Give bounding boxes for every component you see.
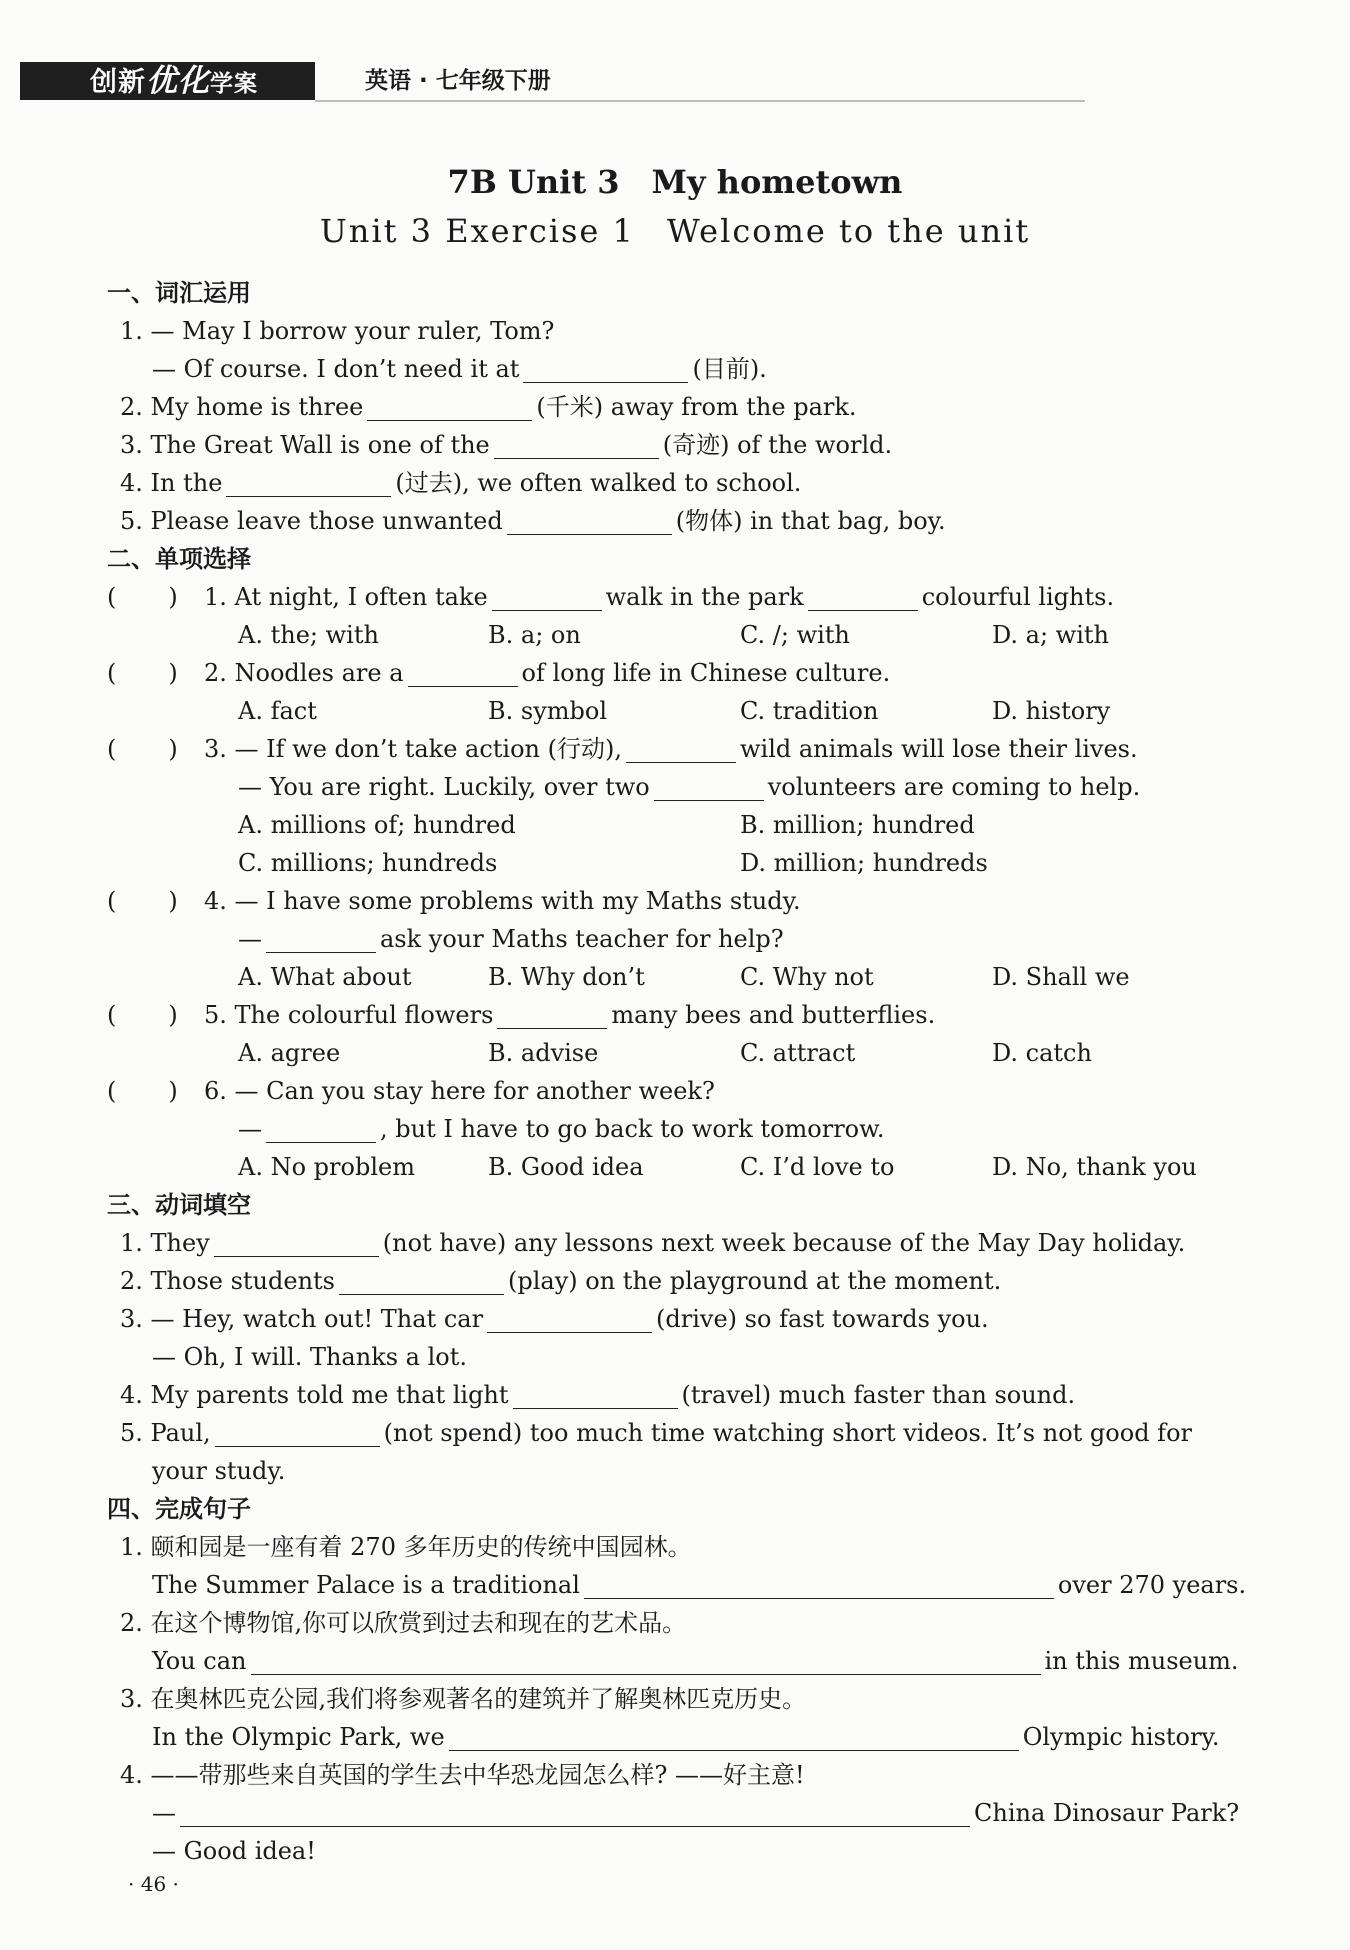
option-b[interactable]: B. million; hundred bbox=[740, 811, 975, 839]
brand-logo: 创新优化学案 bbox=[20, 62, 315, 100]
answer-blank[interactable] bbox=[266, 1120, 376, 1143]
answer-bracket[interactable]: ( ) bbox=[107, 1077, 178, 1105]
vocab-q2: 2. My home is three (千米) away from the park. bbox=[120, 393, 857, 421]
option-d[interactable]: D. million; hundreds bbox=[740, 849, 988, 877]
answer-bracket[interactable]: ( ) bbox=[107, 583, 178, 611]
sentence-q3-cn: 3. 在奥林匹克公园,我们将参观著名的建筑并了解奥林匹克历史。 bbox=[120, 1685, 807, 1713]
option-b[interactable]: B. Good idea bbox=[488, 1153, 644, 1181]
sentence-q4-reply: — Good idea! bbox=[152, 1837, 316, 1865]
answer-blank[interactable] bbox=[214, 1234, 379, 1257]
vocab-q1-line1: 1. — May I borrow your ruler, Tom? bbox=[120, 317, 555, 345]
sentence-q4-en: — China Dinosaur Park? bbox=[152, 1799, 1240, 1827]
option-d[interactable]: D. history bbox=[992, 697, 1111, 725]
verb-q3: 3. — Hey, watch out! That car (drive) so fast towards you. bbox=[120, 1305, 989, 1333]
answer-blank[interactable] bbox=[226, 474, 391, 497]
option-b[interactable]: B. advise bbox=[488, 1039, 599, 1067]
answer-blank[interactable] bbox=[449, 1728, 1019, 1751]
option-a[interactable]: A. What about bbox=[238, 963, 412, 991]
answer-blank[interactable] bbox=[654, 778, 764, 801]
choice-q4-line1: 4. — I have some problems with my Maths study. bbox=[204, 887, 801, 915]
answer-bracket[interactable]: ( ) bbox=[107, 887, 178, 915]
choice-q6-line2: — , but I have to go back to work tomorrow. bbox=[238, 1115, 885, 1143]
verb-q1: 1. They (not have) any lessons next week because of the May Day holiday. bbox=[120, 1229, 1186, 1257]
section-heading-vocabulary: 一、词汇运用 bbox=[107, 279, 251, 307]
header-rule bbox=[315, 100, 1085, 102]
option-d[interactable]: D. catch bbox=[992, 1039, 1092, 1067]
answer-blank[interactable] bbox=[180, 1804, 970, 1827]
option-d[interactable]: D. No, thank you bbox=[992, 1153, 1197, 1181]
option-c[interactable]: C. tradition bbox=[740, 697, 879, 725]
answer-blank[interactable] bbox=[492, 588, 602, 611]
answer-blank[interactable] bbox=[339, 1272, 504, 1295]
answer-blank[interactable] bbox=[513, 1386, 678, 1409]
subject-label: 英语 · 七年级下册 bbox=[365, 68, 551, 94]
vocab-q1-line2: — Of course. I don’t need it at (目前). bbox=[152, 355, 767, 383]
verb-q5-cont: your study. bbox=[152, 1457, 286, 1485]
sentence-q1-cn: 1. 颐和园是一座有着 270 多年历史的传统中国园林。 bbox=[120, 1533, 692, 1561]
page-number: · 46 · bbox=[128, 1872, 179, 1896]
verb-q5: 5. Paul, (not spend) too much time watching short videos. It’s not good for bbox=[120, 1419, 1192, 1447]
option-d[interactable]: D. a; with bbox=[992, 621, 1109, 649]
choice-q2: 2. Noodles are a of long life in Chinese culture. bbox=[204, 659, 891, 687]
choice-q4-line2: — ask your Maths teacher for help? bbox=[238, 925, 784, 953]
answer-blank[interactable] bbox=[408, 664, 518, 687]
exercise-title: Unit 3 Exercise 1 Welcome to the unit bbox=[319, 212, 1031, 250]
answer-blank[interactable] bbox=[808, 588, 918, 611]
option-a[interactable]: A. millions of; hundred bbox=[238, 811, 516, 839]
option-a[interactable]: A. the; with bbox=[238, 621, 379, 649]
option-c[interactable]: C. millions; hundreds bbox=[238, 849, 498, 877]
option-b[interactable]: B. symbol bbox=[488, 697, 608, 725]
option-c[interactable]: C. attract bbox=[740, 1039, 856, 1067]
option-a[interactable]: A. fact bbox=[238, 697, 317, 725]
answer-bracket[interactable]: ( ) bbox=[107, 735, 178, 763]
answer-blank[interactable] bbox=[626, 740, 736, 763]
section-heading-choice: 二、单项选择 bbox=[107, 545, 251, 573]
page-header bbox=[20, 62, 1080, 104]
option-c[interactable]: C. I’d love to bbox=[740, 1153, 895, 1181]
answer-blank[interactable] bbox=[367, 398, 532, 421]
answer-blank[interactable] bbox=[251, 1652, 1041, 1675]
verb-q3-reply: — Oh, I will. Thanks a lot. bbox=[152, 1343, 468, 1371]
answer-bracket[interactable]: ( ) bbox=[107, 659, 178, 687]
option-b[interactable]: B. Why don’t bbox=[488, 963, 645, 991]
sentence-q4-cn: 4. ——带那些来自英国的学生去中华恐龙园怎么样? ——好主意! bbox=[120, 1761, 805, 1789]
option-a[interactable]: A. agree bbox=[238, 1039, 341, 1067]
answer-blank[interactable] bbox=[494, 436, 659, 459]
choice-q6-line1: 6. — Can you stay here for another week? bbox=[204, 1077, 715, 1105]
answer-blank[interactable] bbox=[487, 1310, 652, 1333]
vocab-q5: 5. Please leave those unwanted (物体) in that bag, boy. bbox=[120, 507, 946, 535]
vocab-q3: 3. The Great Wall is one of the (奇迹) of the world. bbox=[120, 431, 893, 459]
option-d[interactable]: D. Shall we bbox=[992, 963, 1130, 991]
sentence-q3-en: In the Olympic Park, we Olympic history. bbox=[152, 1723, 1220, 1751]
choice-q5: 5. The colourful flowers many bees and butterflies. bbox=[204, 1001, 936, 1029]
answer-blank[interactable] bbox=[497, 1006, 607, 1029]
choice-q3-line2: — You are right. Luckily, over two volunteers are coming to help. bbox=[238, 773, 1141, 801]
option-c[interactable]: C. /; with bbox=[740, 621, 850, 649]
option-a[interactable]: A. No problem bbox=[238, 1153, 415, 1181]
answer-blank[interactable] bbox=[523, 360, 688, 383]
section-heading-sentences: 四、完成句子 bbox=[107, 1495, 251, 1523]
answer-blank[interactable] bbox=[266, 930, 376, 953]
sentence-q2-en: You can in this museum. bbox=[152, 1647, 1239, 1675]
answer-blank[interactable] bbox=[215, 1424, 380, 1447]
answer-bracket[interactable]: ( ) bbox=[107, 1001, 178, 1029]
answer-blank[interactable] bbox=[584, 1576, 1054, 1599]
verb-q2: 2. Those students (play) on the playground at the moment. bbox=[120, 1267, 1002, 1295]
section-heading-verbs: 三、动词填空 bbox=[107, 1191, 251, 1219]
sentence-q1-en: The Summer Palace is a traditional over 270 years. bbox=[152, 1571, 1247, 1599]
answer-blank[interactable] bbox=[507, 512, 672, 535]
choice-q3-line1: 3. — If we don’t take action (行动), wild animals will lose their lives. bbox=[204, 735, 1138, 763]
option-c[interactable]: C. Why not bbox=[740, 963, 874, 991]
unit-title: 7B Unit 3 My hometown bbox=[447, 163, 903, 201]
verb-q4: 4. My parents told me that light (travel) much faster than sound. bbox=[120, 1381, 1076, 1409]
sentence-q2-cn: 2. 在这个博物馆,你可以欣赏到过去和现在的艺术品。 bbox=[120, 1609, 687, 1637]
choice-q1: 1. At night, I often take walk in the park colourful lights. bbox=[204, 583, 1115, 611]
vocab-q4: 4. In the (过去), we often walked to school. bbox=[120, 469, 802, 497]
option-b[interactable]: B. a; on bbox=[488, 621, 581, 649]
